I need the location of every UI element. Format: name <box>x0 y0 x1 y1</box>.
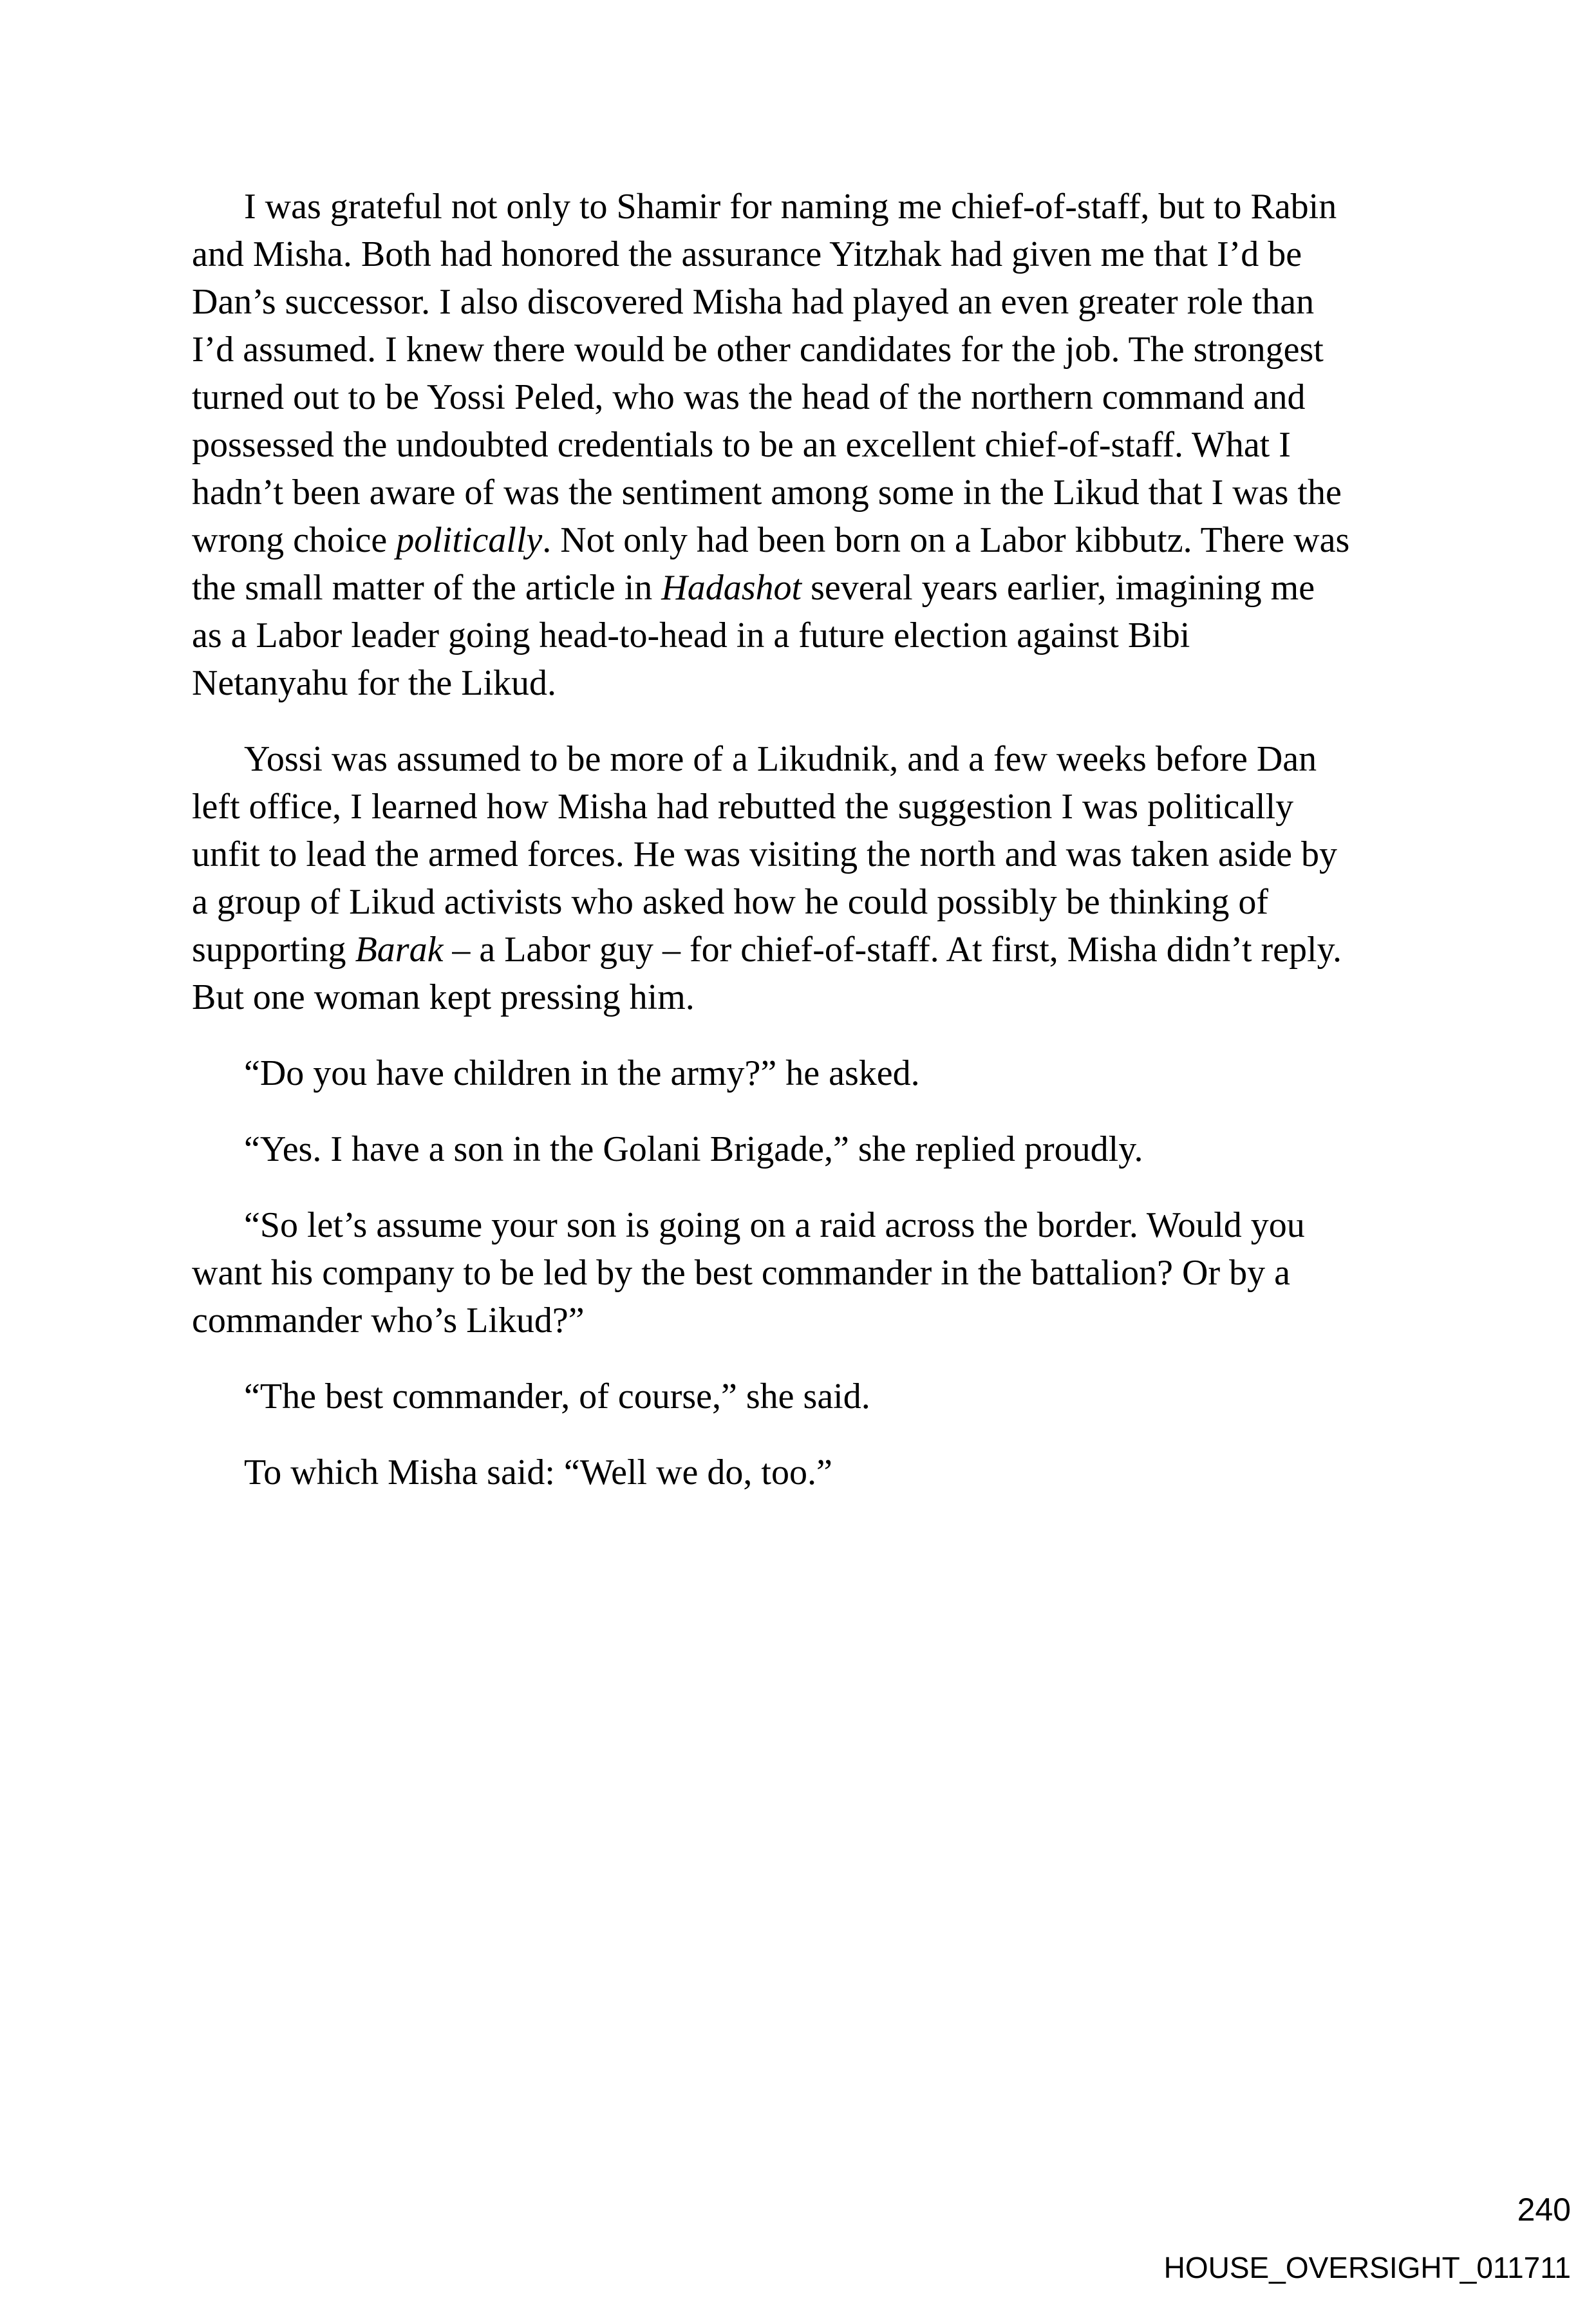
text-line: “Do you have children in the army?” he asked. <box>244 1053 920 1093</box>
text-line: possessed the undoubted credentials to be an excellent chief-of-staff. What I <box>192 425 1291 465</box>
paragraph <box>192 1201 1415 1344</box>
text-line: the small matter of the article in Hadashot several years earlier, imagining me <box>192 568 1315 608</box>
text-line: hadn’t been aware of was the sentiment among some in the Likud that I was the <box>192 473 1342 512</box>
page-body-text <box>192 183 1415 1525</box>
text-line: Yossi was assumed to be more of a Likudnik, and a few weeks before Dan <box>244 739 1317 779</box>
text-line: supporting Barak – a Labor guy – for chief-of-staff. At first, Misha didn’t reply. <box>192 930 1342 970</box>
text-line: want his company to be led by the best commander in the battalion? Or by a <box>192 1253 1290 1293</box>
paragraph <box>192 1373 1415 1420</box>
text-line: I was grateful not only to Shamir for naming me chief-of-staff, but to Rabin <box>244 187 1337 227</box>
text-line: Netanyahu for the Likud. <box>192 663 557 703</box>
text-line: “So let’s assume your son is going on a raid across the border. Would you <box>244 1205 1305 1245</box>
paragraph <box>192 1049 1415 1097</box>
text-line: But one woman kept pressing him. <box>192 977 695 1017</box>
text-line: unfit to lead the armed forces. He was visiting the north and was taken aside by <box>192 834 1338 874</box>
text-line: and Misha. Both had honored the assurance Yitzhak had given me that I’d be <box>192 234 1302 274</box>
paragraph <box>192 735 1415 1021</box>
text-line: turned out to be Yossi Peled, who was the head of the northern command and <box>192 377 1306 417</box>
text-line: left office, I learned how Misha had rebutted the suggestion I was politically <box>192 787 1294 827</box>
text-line: commander who’s Likud?” <box>192 1301 585 1340</box>
text-line: I’d assumed. I knew there would be other candidates for the job. The strongest <box>192 330 1324 370</box>
text-line: wrong choice politically. Not only had been born on a Labor kibbutz. There was <box>192 520 1350 560</box>
paragraph <box>192 183 1415 707</box>
italic-text: politically <box>396 520 543 560</box>
page-number: 240 <box>1517 2192 1571 2228</box>
text-line: as a Labor leader going head-to-head in a future election against Bibi <box>192 616 1190 655</box>
italic-text: Barak <box>355 930 444 970</box>
text-line: To which Misha said: “Well we do, too.” <box>244 1452 832 1492</box>
paragraph <box>192 1125 1415 1173</box>
text-line: “The best commander, of course,” she said. <box>244 1377 870 1416</box>
paragraph <box>192 1449 1415 1496</box>
text-line: “Yes. I have a son in the Golani Brigade,” she replied proudly. <box>244 1129 1143 1169</box>
text-line: Dan’s successor. I also discovered Misha had played an even greater role than <box>192 282 1315 322</box>
italic-text: Hadashot <box>661 568 802 608</box>
bates-stamp: HOUSE_OVERSIGHT_011711 <box>1163 2251 1571 2284</box>
text-line: a group of Likud activists who asked how he could possibly be thinking of <box>192 882 1268 922</box>
